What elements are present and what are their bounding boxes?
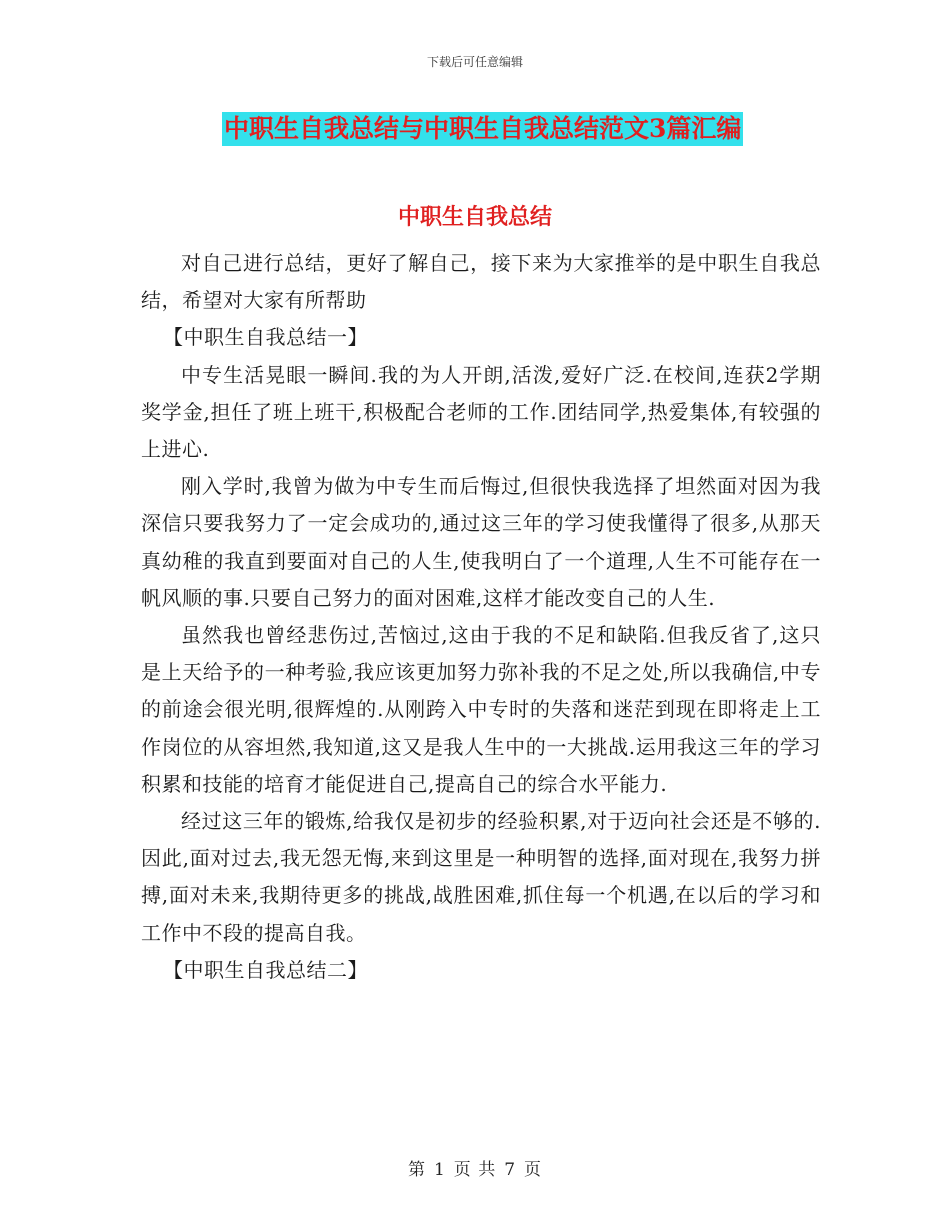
subsection-heading-one: 【中职生自我总结一】 bbox=[163, 325, 368, 350]
footer-suffix: 页 bbox=[524, 1160, 543, 1180]
subsection-heading-two: 【中职生自我总结二】 bbox=[163, 957, 368, 982]
body-paragraph: 虽然我也曾经悲伤过,苦恼过,这由于我的不足和缺陷.但我反省了,这只是上天给予的一种考验,我应该更加努力弥补我的不足之处,所以我确信,中专的前途会很光明,很辉煌的.从刚跨入中专时的失落和迷茫到现在即将走上工作岗位的从容坦然,我知道,这又是我人生中的一大挑战.运用我这三年的学习积累和技能的培育才能促进自己,提高自己的综合水平能力. bbox=[141, 623, 821, 796]
document-body bbox=[141, 245, 821, 989]
footer-middle: 页 共 bbox=[453, 1160, 497, 1180]
header-note: 下载后可任意编辑 bbox=[426, 55, 523, 69]
body-paragraph: 中专生活晃眼一瞬间.我的为人开朗,活泼,爱好广泛.在校间,连获2学期奖学金,担任了班上班干,积极配合老师的工作.团结同学,热爱集体,有较强的上进心. bbox=[141, 362, 821, 462]
section-title: 中职生自我总结 bbox=[397, 204, 552, 230]
footer-prefix: 第 bbox=[407, 1160, 426, 1180]
body-paragraph: 经过这三年的锻炼,给我仅是初步的经验积累,对于迈向社会还是不够的.因此,面对过去,我无怨无悔,来到这里是一种明智的选择,面对现在,我努力拼搏,面对未来,我期待更多的挑战,战胜困难,抓住每一个机遇,在以后的学习和工作中不段的提高自我。 bbox=[141, 809, 821, 945]
page-footer bbox=[0, 1155, 950, 1180]
body-paragraph: 刚入学时,我曾为做为中专生而后悔过,但很快我选择了坦然面对因为我深信只要我努力了一定会成功的,通过这三年的学习使我懂得了很多,从那天真幼稚的我直到要面对自己的人生,使我明白了一个道理,人生不可能存在一帆风顺的事.只要自己努力的面对困难,这样才能改变自己的人生. bbox=[141, 474, 821, 610]
page-total: 7 bbox=[504, 1160, 517, 1180]
document-title: 中职生自我总结与中职生自我总结范文3篇汇编 bbox=[222, 112, 743, 146]
page-number: 1 bbox=[433, 1160, 446, 1180]
intro-paragraph: 对自己进行总结，更好了解自己，接下来为大家推举的是中职生自我总结，希望对大家有所帮助 bbox=[141, 251, 821, 313]
